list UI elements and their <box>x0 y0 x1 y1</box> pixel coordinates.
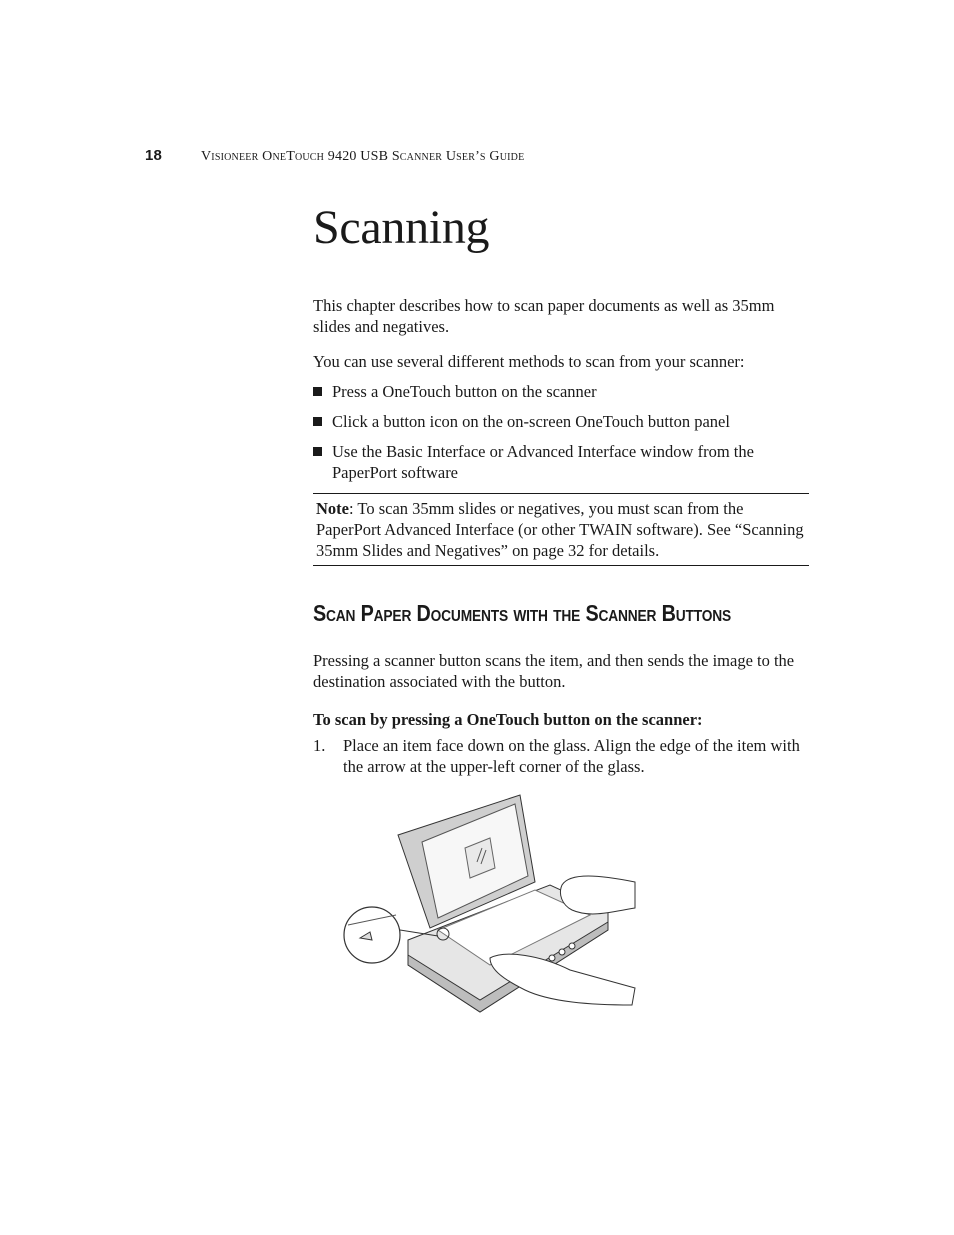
running-header <box>145 147 524 165</box>
note-text: : To scan 35mm slides or negatives, you must scan from the PaperPort Advanced Interface (or other TWAIN software). See “Scanning 35mm Slides and Negatives” on page 32 for details. <box>316 499 804 560</box>
section-paragraph: Pressing a scanner button scans the item, and then sends the image to the destination associated with the button. <box>313 651 795 691</box>
methods-intro: You can use several different methods to scan from your scanner: <box>313 352 745 371</box>
running-title: Visioneer OneTouch 9420 USB Scanner User’s Guide <box>201 149 525 164</box>
step-text: Place an item face down on the glass. Align the edge of the item with the arrow at the upper-left corner of the glass. <box>343 736 800 776</box>
list-item <box>313 735 809 777</box>
scanner-illustration <box>340 790 640 1020</box>
steps-list <box>313 735 809 777</box>
note-box <box>313 493 809 566</box>
list-item: Click a button icon on the on-screen OneTouch button panel <box>313 411 803 432</box>
procedure-heading: To scan by pressing a OneTouch button on the scanner: <box>313 710 703 729</box>
methods-list <box>313 381 803 492</box>
square-bullet-icon <box>313 417 322 426</box>
square-bullet-icon <box>313 447 322 456</box>
section-heading: Scan Paper Documents with the Scanner Buttons <box>313 600 732 626</box>
list-item: Press a OneTouch button on the scanner <box>313 381 803 402</box>
page-number: 18 <box>145 147 163 164</box>
intro-paragraph: This chapter describes how to scan paper documents as well as 35mm slides and negatives. <box>313 296 775 336</box>
note-label: Note <box>316 499 349 518</box>
list-item: Use the Basic Interface or Advanced Interface window from the PaperPort software <box>313 441 803 483</box>
chapter-title: Scanning <box>313 201 490 254</box>
square-bullet-icon <box>313 387 322 396</box>
step-number: 1. <box>313 736 326 755</box>
